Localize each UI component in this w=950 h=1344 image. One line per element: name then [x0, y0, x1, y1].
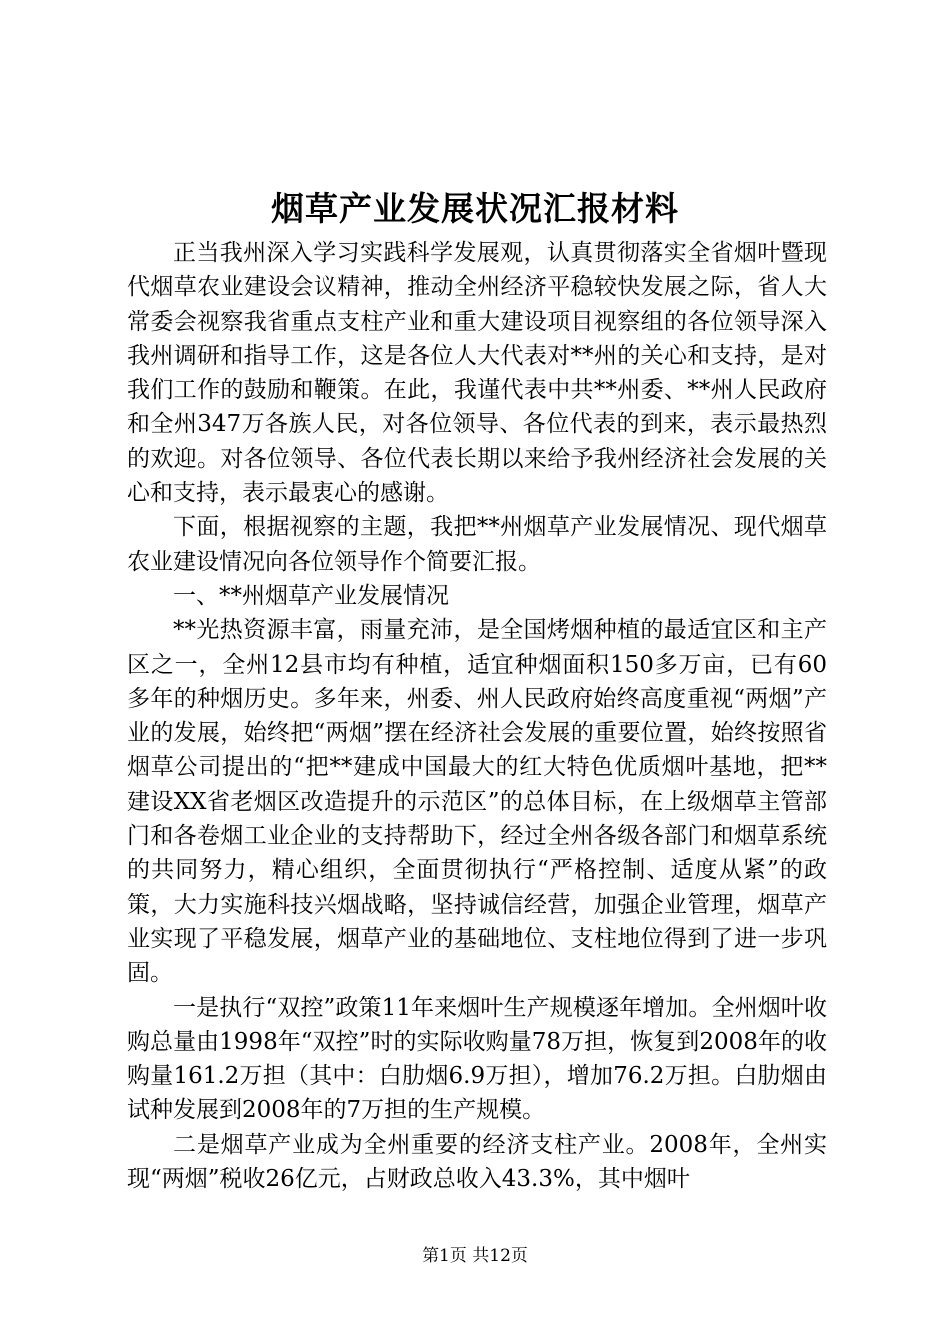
- document-title: 烟草产业发展状况汇报材料: [271, 189, 679, 228]
- paragraph-overview: 下面，根据视察的主题，我把**州烟草产业发展情况、现代烟草农业建设情况向各位领导作个简要汇报。: [127, 514, 827, 575]
- section-heading-1: 一、**州烟草产业发展情况: [173, 582, 449, 609]
- page-number-footer: 第1页 共12页: [422, 1246, 528, 1266]
- paragraph-point-2: 二是烟草产业成为全州重要的经济支柱产业。2008年，全州实现“两烟”税收26亿元，占财政总收入43.3%，其中烟叶: [127, 1131, 827, 1193]
- paragraph-point-1: 一是执行“双控”政策11年来烟叶生产规模逐年增加。全州烟叶收购总量由1998年“双控”时的实际收购量78万担，恢复到2008年的收购量161.2万担（其中：白肋烟6.9万担），增加76.2万担。白肋烟由试种发展到2008年的7万担的生产规模。: [127, 994, 827, 1124]
- paragraph-section-1: **光热资源丰富，雨量充沛，是全国烤烟种植的最适宜区和主产区之一，全州12县市均有种植，适宜种烟面积150多万亩，已有60多年的种烟历史。多年来，州委、州人民政府始终高度重视“两烟”产业的发展，始终把“两烟”摆在经济社会发展的重要位置，始终按照省烟草公司提出的“把**建成中国最大的红大特色优质烟叶基地，把**建设XX省老烟区改造提升的示范区”的总体目标，在上级烟草主管部门和各卷烟工业企业的支持帮助下，经过全州各级各部门和烟草系统的共同努力，精心组织，全面贯彻执行“严格控制、适度从紧”的政策，大力实施科技兴烟战略，坚持诚信经营，加强企业管理，烟草产业实现了平稳发展，烟草产业的基础地位、支柱地位得到了进一步巩固。: [127, 617, 827, 987]
- document-body: [127, 236, 827, 1196]
- paragraph-intro: 正当我州深入学习实践科学发展观，认真贯彻落实全省烟叶暨现代烟草农业建设会议精神，推动全州经济平稳较快发展之际，省人大常委会视察我省重点支柱产业和重大建设项目视察组的各位领导深入我州调研和指导工作，这是各位人大代表对**州的关心和支持，是对我们工作的鼓励和鞭策。在此，我谨代表中共**州委、**州人民政府和全州347万各族人民，对各位领导、各位代表的到来，表示最热烈的欢迎。对各位领导、各位代表长期以来给予我州经济社会发展的关心和支持，表示最衷心的感谢。: [127, 240, 827, 507]
